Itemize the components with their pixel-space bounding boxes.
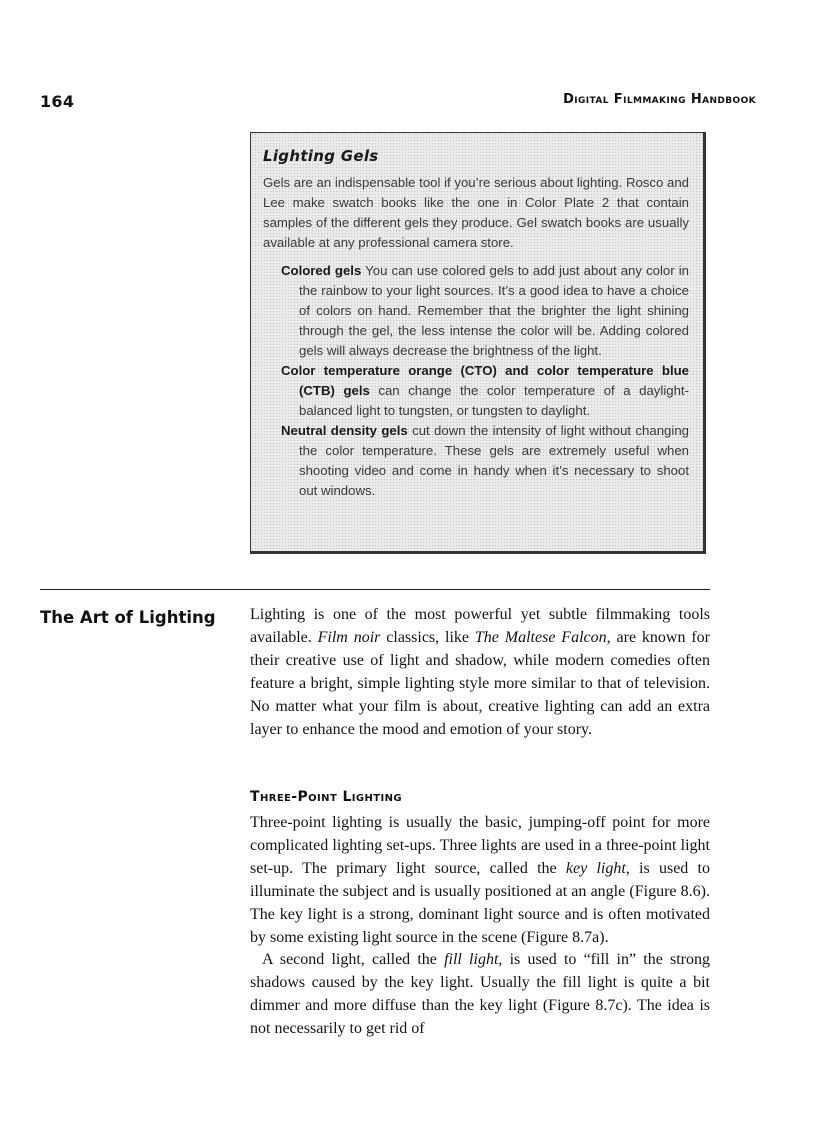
gel-term: Neutral density gels <box>281 423 408 438</box>
text-run: classics, like <box>380 629 475 646</box>
gel-description: cut down the intensity of light without changing the color temperature. These gels are extremely useful when shooting video and come in handy when it’s necessary to shoot out windows. <box>299 423 689 498</box>
text-run: is used to “fill in” the strong shadows caused by the key light. Usually the fill light is quite a bit dimmer and more diffuse than the key light (Figure 8.7c). The idea is not necessarily to get rid of <box>250 951 710 1037</box>
sidebar-intro: Gels are an indispensable tool if you’re serious about lighting. Rosco and Lee make swatch books like the one in Color Plate 2 that contain samples of the different gels they produce. Gel swatch books are usually available at any professional camera store. <box>263 175 689 250</box>
page-number: 164 <box>40 92 75 111</box>
sidebar-lighting-gels <box>250 132 706 554</box>
subheading-three-point-lighting: Three-Point Lighting <box>250 789 402 805</box>
section-divider <box>40 589 710 590</box>
paragraph-art-of-lighting <box>250 603 710 741</box>
running-header-title: Digital Filmmaking Handbook <box>563 92 756 107</box>
italic-run: Film noir <box>317 629 381 646</box>
gel-term: Color temperature orange (CTO) and color temperature blue (CTB) gels <box>281 363 689 398</box>
gel-description: can change the color temperature of a daylight-balanced light to tungsten, or tungsten to daylight. <box>299 383 689 418</box>
list-item <box>251 421 689 501</box>
gel-list <box>263 261 689 501</box>
list-item <box>251 361 689 421</box>
text-run: are known for their creative use of light and shadow, while modern comedies often feature a bright, simple lighting style more similar to that of television. No matter what your film is about, creative lighting can add an extra layer to enhance the mood and emotion of your story. <box>250 629 711 738</box>
gel-description: You can use colored gels to add just about any color in the rainbow to your light sources. It’s a good idea to have a choice of colors on hand. Remember that the brighter the light shining through the gel, the less intense the color will be. Adding colored gels will always decrease the brightness of the light. <box>299 263 690 358</box>
section-heading: The Art of Lighting <box>40 608 216 627</box>
sidebar-title: Lighting Gels <box>263 147 379 165</box>
italic-run: key light, <box>565 860 630 877</box>
text-run: is used to illuminate the subject and is usually positioned at an angle (Figure 8.6). The key light is a strong, dominant light source and is often motivated by some existing light source in the scene (Figure 8.7a). <box>250 860 711 946</box>
italic-run: fill light, <box>444 951 503 968</box>
text-run: A second light, called the <box>262 951 445 968</box>
gel-term: Colored gels <box>281 263 362 278</box>
list-item <box>251 261 689 361</box>
text-run: Three-point lighting is usually the basic, jumping-off point for more complicated lighting set-ups. Three lights are used in a three-point light set-up. The primary light source, called the <box>250 814 710 877</box>
italic-run: The Maltese Falcon, <box>474 629 611 646</box>
text-run: Lighting is one of the most powerful yet subtle filmmaking tools available. <box>250 606 710 646</box>
paragraph-three-point-1 <box>250 811 710 949</box>
paragraph-three-point-2 <box>250 948 710 1040</box>
